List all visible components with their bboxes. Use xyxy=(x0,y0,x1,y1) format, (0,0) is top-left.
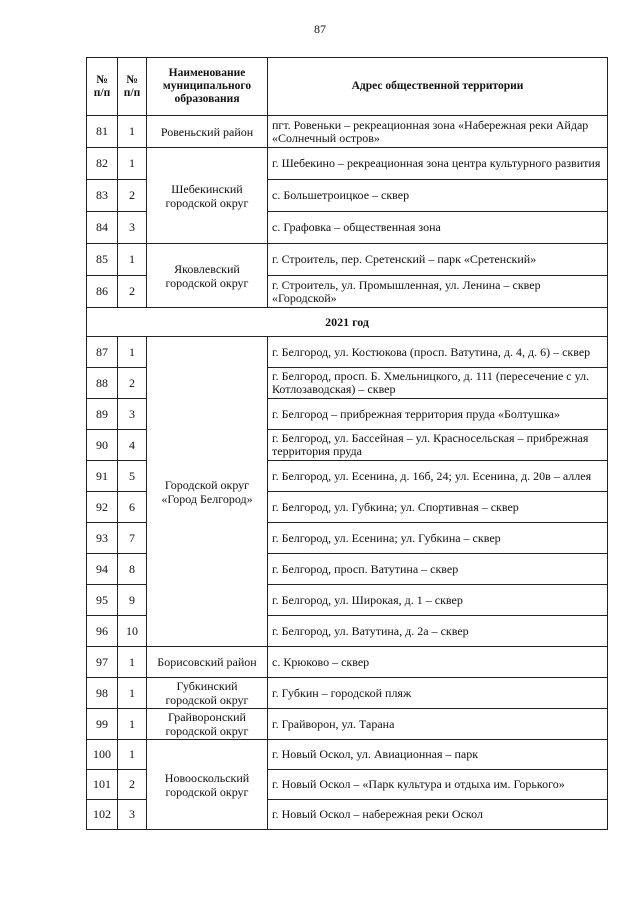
address-cell: г. Шебекино – рекреационная зона центра культурного развития xyxy=(268,148,608,180)
row-num1: 85 xyxy=(87,244,118,276)
municipality-cell: Яковлевский городской округ xyxy=(147,244,268,308)
address-cell: г. Белгород – прибрежная территория пруда «Болтушка» xyxy=(268,399,608,430)
row-num1: 99 xyxy=(87,709,118,740)
public-territories-table xyxy=(86,57,608,830)
row-num2: 3 xyxy=(118,212,147,244)
municipality-cell: Ровеньский район xyxy=(147,116,268,148)
row-num1: 81 xyxy=(87,116,118,148)
row-num2: 10 xyxy=(118,616,147,647)
address-cell: г. Новый Оскол – «Парк культура и отдыха им. Горького» xyxy=(268,770,608,800)
row-num1: 86 xyxy=(87,276,118,308)
table-row xyxy=(87,647,608,678)
row-num1: 82 xyxy=(87,148,118,180)
row-num2: 4 xyxy=(118,430,147,461)
row-num1: 84 xyxy=(87,212,118,244)
address-cell: г. Строитель, ул. Промышленная, ул. Ленина – сквер «Городской» xyxy=(268,276,608,308)
row-num1: 98 xyxy=(87,678,118,709)
header-municipality: Наименование муниципального образования xyxy=(147,58,268,116)
table-header-row xyxy=(87,58,608,116)
row-num1: 90 xyxy=(87,430,118,461)
municipality-cell: Губкинский городской округ xyxy=(147,678,268,709)
row-num1: 96 xyxy=(87,616,118,647)
table-row xyxy=(87,148,608,180)
row-num2: 1 xyxy=(118,647,147,678)
row-num2: 7 xyxy=(118,523,147,554)
municipality-cell: Борисовский район xyxy=(147,647,268,678)
table-row xyxy=(87,678,608,709)
row-num2: 8 xyxy=(118,554,147,585)
header-num2: № п/п xyxy=(118,58,147,116)
address-cell: пгт. Ровеньки – рекреационная зона «Набережная реки Айдар «Солнечный остров» xyxy=(268,116,608,148)
row-num1: 100 xyxy=(87,740,118,770)
row-num1: 89 xyxy=(87,399,118,430)
row-num2: 1 xyxy=(118,116,147,148)
municipality-cell: Новооскольский городской округ xyxy=(147,740,268,830)
address-cell: г. Белгород, ул. Ватутина, д. 2а – сквер xyxy=(268,616,608,647)
row-num1: 95 xyxy=(87,585,118,616)
page-number: 87 xyxy=(314,22,326,36)
row-num2: 1 xyxy=(118,337,147,368)
row-num1: 91 xyxy=(87,461,118,492)
address-cell: с. Крюково – сквер xyxy=(268,647,608,678)
year-row xyxy=(87,308,608,337)
address-cell: г. Новый Оскол, ул. Авиационная – парк xyxy=(268,740,608,770)
table-row xyxy=(87,116,608,148)
address-cell: г. Белгород, ул. Бассейная – ул. Красносельская – прибрежная территория пруда xyxy=(268,430,608,461)
row-num1: 92 xyxy=(87,492,118,523)
row-num2: 2 xyxy=(118,180,147,212)
address-cell: г. Белгород, просп. Б. Хмельницкого, д. 111 (пересечение с ул. Котлозаводская) – сквер xyxy=(268,368,608,399)
year-heading: 2021 год xyxy=(87,308,608,337)
row-num1: 83 xyxy=(87,180,118,212)
address-cell: с. Большетроицкое – сквер xyxy=(268,180,608,212)
address-cell: г. Белгород, ул. Есенина, д. 16б, 24; ул. Есенина, д. 20в – аллея xyxy=(268,461,608,492)
row-num2: 1 xyxy=(118,709,147,740)
row-num1: 93 xyxy=(87,523,118,554)
row-num1: 87 xyxy=(87,337,118,368)
row-num2: 1 xyxy=(118,740,147,770)
address-cell: г. Новый Оскол – набережная реки Оскол xyxy=(268,800,608,830)
row-num2: 3 xyxy=(118,800,147,830)
row-num1: 88 xyxy=(87,368,118,399)
row-num2: 3 xyxy=(118,399,147,430)
address-cell: г. Белгород, просп. Ватутина – сквер xyxy=(268,554,608,585)
row-num1: 94 xyxy=(87,554,118,585)
address-cell: г. Строитель, пер. Сретенский – парк «Сретенский» xyxy=(268,244,608,276)
row-num2: 6 xyxy=(118,492,147,523)
row-num1: 102 xyxy=(87,800,118,830)
row-num2: 2 xyxy=(118,368,147,399)
address-cell: г. Грайворон, ул. Тарана xyxy=(268,709,608,740)
municipality-cell: Городской округ «Город Белгород» xyxy=(147,337,268,647)
table-row xyxy=(87,337,608,368)
table-row xyxy=(87,740,608,770)
row-num2: 1 xyxy=(118,148,147,180)
address-cell: г. Белгород, ул. Есенина; ул. Губкина – сквер xyxy=(268,523,608,554)
header-address: Адрес общественной территории xyxy=(268,58,608,116)
row-num2: 2 xyxy=(118,276,147,308)
table-row xyxy=(87,244,608,276)
row-num2: 2 xyxy=(118,770,147,800)
row-num1: 97 xyxy=(87,647,118,678)
address-cell: г. Белгород, ул. Широкая, д. 1 – сквер xyxy=(268,585,608,616)
address-cell: г. Губкин – городской пляж xyxy=(268,678,608,709)
row-num2: 9 xyxy=(118,585,147,616)
row-num2: 5 xyxy=(118,461,147,492)
address-cell: с. Графовка – общественная зона xyxy=(268,212,608,244)
row-num1: 101 xyxy=(87,770,118,800)
row-num2: 1 xyxy=(118,244,147,276)
row-num2: 1 xyxy=(118,678,147,709)
municipality-cell: Грайворонский городской округ xyxy=(147,709,268,740)
address-cell: г. Белгород, ул. Губкина; ул. Спортивная – сквер xyxy=(268,492,608,523)
table-row xyxy=(87,709,608,740)
municipality-cell: Шебекинский городской округ xyxy=(147,148,268,244)
address-cell: г. Белгород, ул. Костюкова (просп. Ватутина, д. 4, д. 6) – сквер xyxy=(268,337,608,368)
header-num1: № п/п xyxy=(87,58,118,116)
